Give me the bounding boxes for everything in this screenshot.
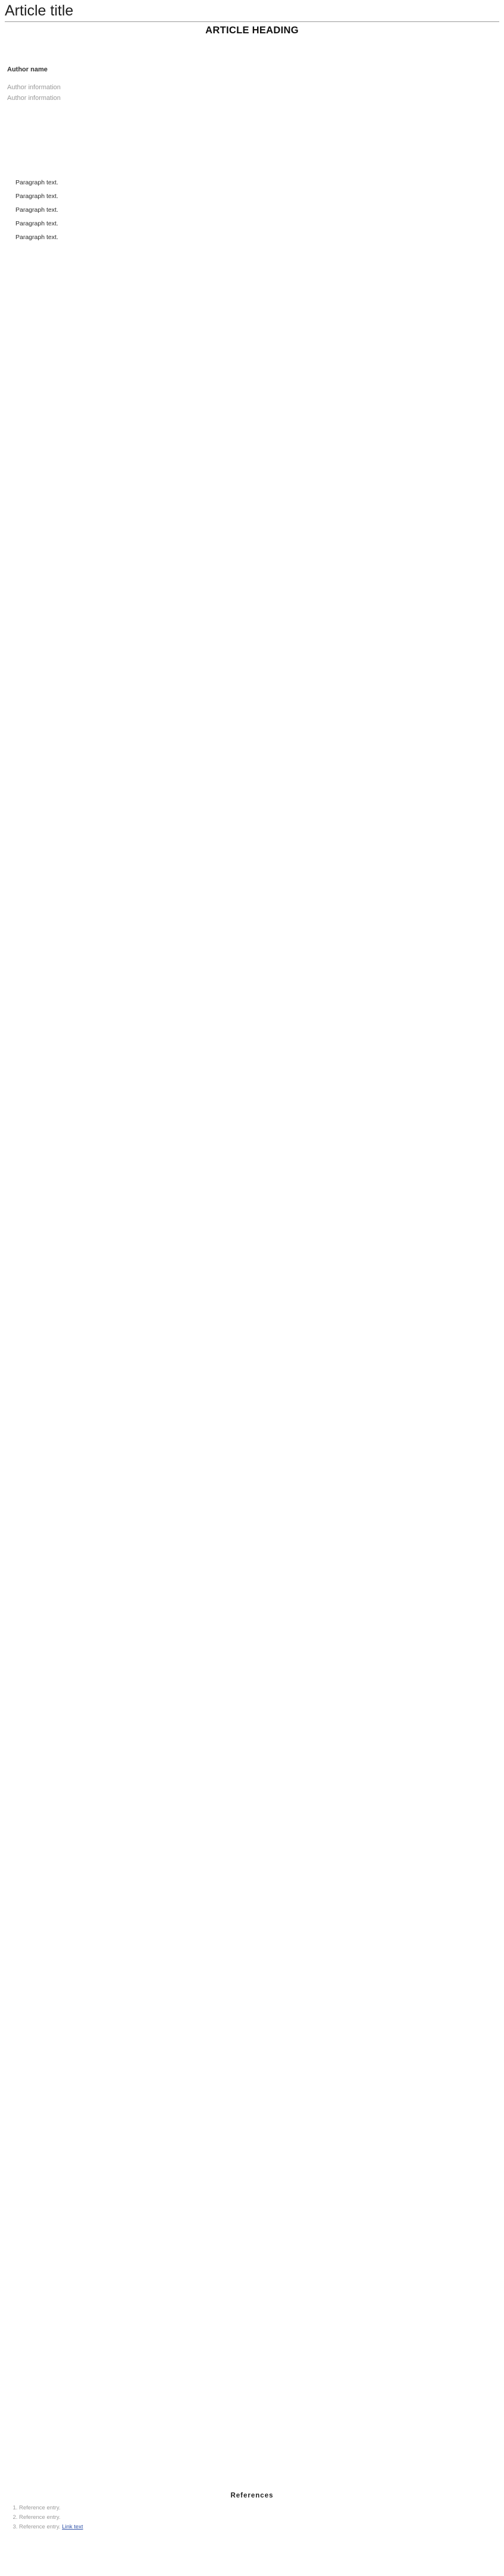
literature-item-text: Reference entry. — [19, 2524, 61, 2530]
article-body — [7, 178, 497, 247]
meta-line: Author information — [7, 84, 61, 91]
author-name: Author name — [7, 66, 48, 73]
article-heading: ARTICLE HEADING — [205, 25, 299, 36]
body-paragraph: Paragraph text. — [15, 220, 58, 227]
page-title: Article title — [5, 2, 74, 19]
author-meta-block — [7, 83, 495, 105]
literature-item — [19, 2523, 504, 2531]
body-paragraph: Paragraph text. — [15, 206, 58, 214]
literature-item — [19, 2514, 504, 2521]
literature-list — [11, 2504, 504, 2533]
body-paragraph: Paragraph text. — [15, 179, 58, 186]
body-paragraph: Paragraph text. — [15, 234, 58, 241]
title-divider — [5, 21, 499, 22]
body-paragraph: Paragraph text. — [15, 193, 58, 200]
meta-line: Author information — [7, 95, 61, 102]
literature-link[interactable]: Link text — [62, 2524, 83, 2530]
literature-item-text: Reference entry. — [19, 2514, 61, 2521]
literature-item — [19, 2504, 504, 2512]
literature-item-text: Reference entry. — [19, 2505, 61, 2511]
literature-heading: References — [230, 2492, 274, 2499]
